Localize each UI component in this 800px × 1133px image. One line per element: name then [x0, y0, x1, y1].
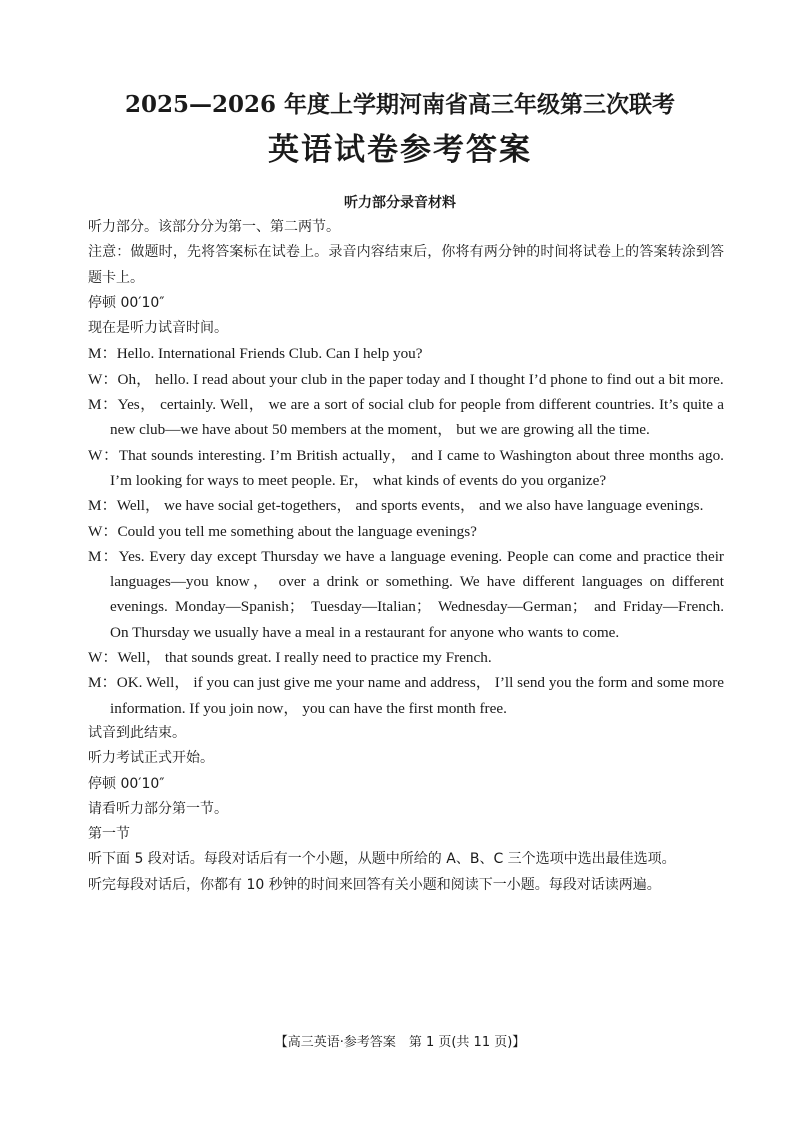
dialogue-line [88, 443, 724, 494]
instruction-line: 听力部分。该部分分为第一、第二两节。 [88, 219, 340, 235]
dialogue-line [88, 645, 724, 670]
speaker-label: M： [88, 547, 119, 565]
speaker-label: M： [88, 345, 117, 363]
dialogue-line [88, 341, 724, 366]
dialogue-text: That sounds interesting. I’m British actually， and I came to Washington about three months ago. I’m looking for ways to meet people. Er， what kinds of events do you organize? [110, 446, 724, 489]
document-title: 英语试卷参考答案 [268, 132, 532, 168]
transcript-body [88, 215, 724, 898]
instruction-line: 听完每段对话后，你都有 10 秒钟的时间来回答有关小题和阅读下一小题。每段对话读两遍。 [88, 876, 661, 893]
instruction-line: 现在是听力试音时间。 [88, 320, 228, 337]
instruction-line: 试音到此结束。 [88, 724, 186, 741]
dialogue-line [88, 493, 724, 518]
dialogue-line [88, 519, 724, 544]
instruction-line: 听下面 5 段对话。每段对话后有一个小题，从题中所给的 A、B、C 三个选项中选出最佳选项。 [88, 851, 676, 868]
exam-title: 2025—2026 年度上学期河南省高三年级第三次联考 [124, 91, 676, 118]
speaker-label: W： [88, 522, 118, 540]
dialogue-text: Oh， hello. I read about your club in the paper today and I thought I’d phone to find out a bit more. [117, 370, 724, 388]
instruction-line: 停顿 00′10″ [88, 775, 165, 792]
dialogue-line [88, 392, 724, 443]
instruction-line: 停顿 00′10″ [88, 294, 165, 311]
dialogue-line [88, 670, 724, 721]
dialogue-text: OK. Well， if you can just give me your name and address， I’ll send you the form and some more information. If you join now， you can have the first month free. [110, 674, 724, 717]
instruction-line: 请看听力部分第一节。 [88, 800, 228, 817]
dialogue-text: Yes， certainly. Well， we are a sort of social club for people from different countries. It’s quite a new club—we have about 50 members at the moment， but we are growing all the time. [110, 396, 724, 439]
page-footer: 【高三英语·参考答案 第 1 页(共 11 页)】 [274, 1035, 526, 1050]
dialogue-line [88, 367, 724, 392]
speaker-label: W： [88, 649, 118, 667]
speaker-label: M： [88, 497, 117, 515]
instruction-line: 第一节 [88, 826, 130, 843]
dialogue-text: Hello. International Friends Club. Can I help you? [116, 345, 423, 363]
instruction-line: 听力考试正式开始。 [88, 750, 214, 767]
speaker-label: W： [88, 370, 118, 388]
dialogue-line [88, 544, 724, 645]
speaker-label: W： [88, 446, 119, 464]
speaker-label: M： [88, 396, 118, 414]
dialogue-text: Well， that sounds great. I really need to practice my French. [117, 649, 492, 667]
instruction-line: 注意：做题时，先将答案标在试卷上。录音内容结束后，你将有两分钟的时间将试卷上的答案转涂到答题卡上。 [88, 244, 724, 286]
dialogue-text: Well， we have social get-togethers， and sports events， and we also have language evenings. [116, 497, 704, 515]
dialogue-text: Could you tell me something about the language evenings? [117, 522, 477, 540]
dialogue-text: Yes. Every day except Thursday we have a language evening. People can come and practice their languages—you know， over a drink or something. We have different languages on different evenings. Monday—Spanish； Tuesday—Italian； Wednesday—German； and Friday—French. On Thursday we usually have a meal in a restaurant for anyone who wants to come. [110, 547, 724, 641]
section-title: 听力部分录音材料 [344, 195, 456, 211]
speaker-label: M： [88, 674, 117, 692]
